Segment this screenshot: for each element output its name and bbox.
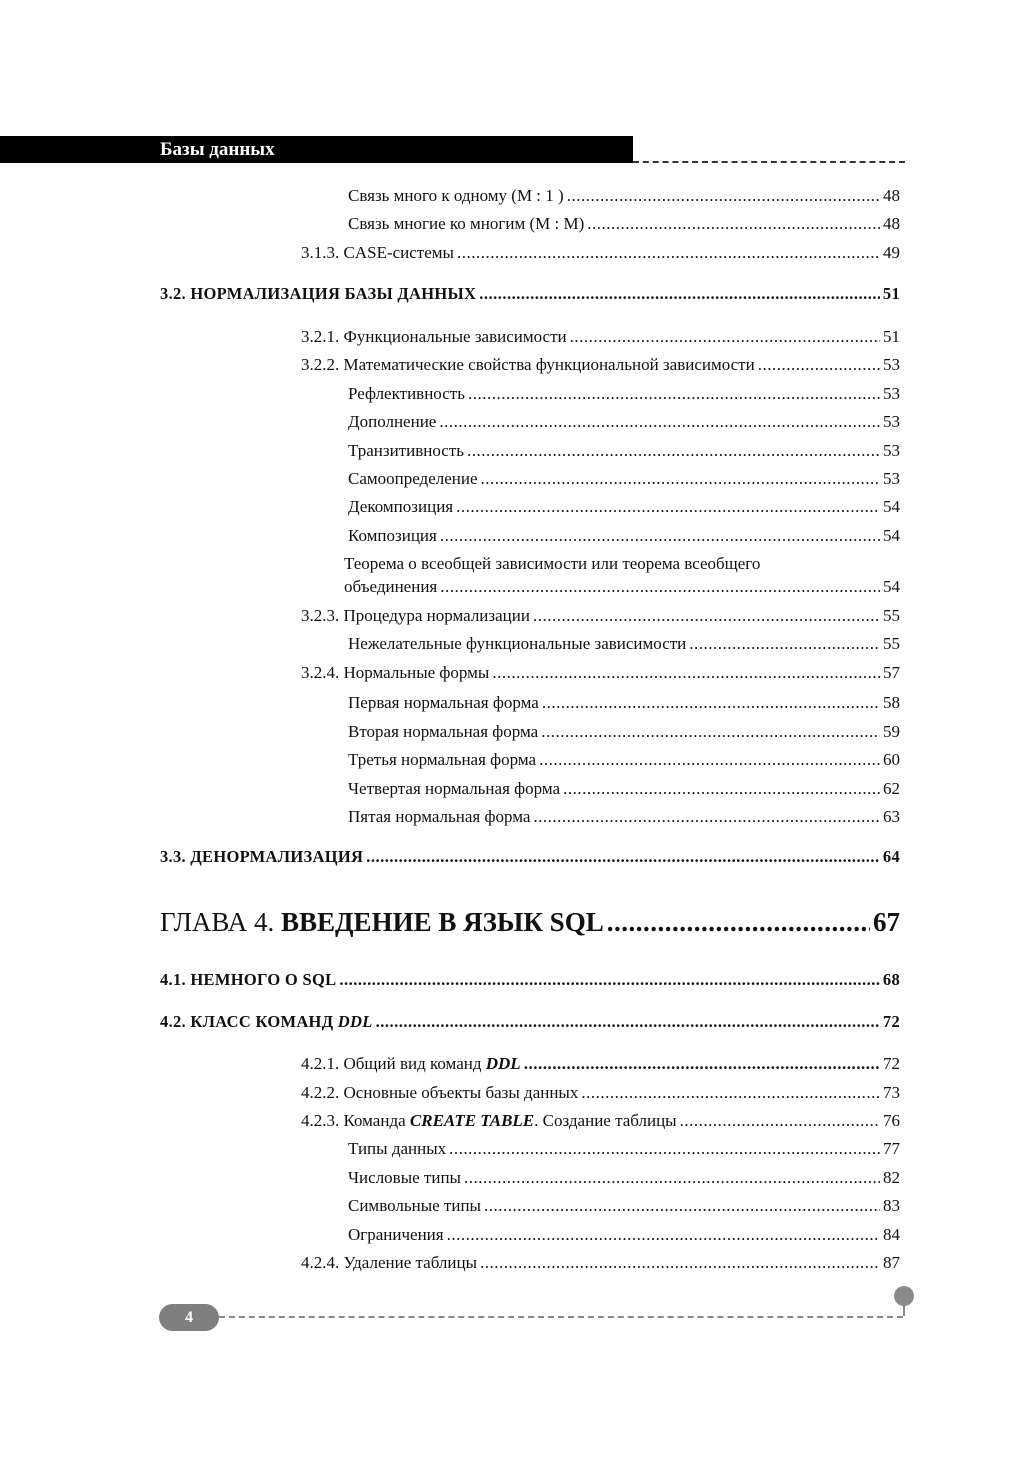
toc-entry[interactable]: Символьные типы ..... 83 [348,1195,900,1217]
footer-dot-icon [894,1286,914,1306]
toc-entry[interactable]: Нежелательные функциональные зависимости ..... 55 [348,633,900,655]
toc-entry[interactable]: Типы данных ..... 77 [348,1138,900,1160]
toc-entry[interactable]: Вторая нормальная форма ..... 59 [348,721,900,743]
toc-entry[interactable]: 4.2.4. Удаление таблицы ..... 87 [301,1252,900,1274]
toc-entry[interactable]: объединения ..... 54 [344,576,900,598]
toc-entry[interactable]: Числовые типы ..... 82 [348,1167,900,1189]
toc-entry[interactable]: Декомпозиция ..... 54 [348,496,900,518]
toc-section[interactable]: 3.2. НОРМАЛИЗАЦИЯ БАЗЫ ДАННЫХ ..... 51 [160,283,900,305]
footer-dashed-rule [219,1316,903,1318]
chapter-title: ВВЕДЕНИЕ В ЯЗЫК SQL [280,907,604,937]
toc-entry[interactable]: Дополнение ..... 53 [348,411,900,433]
running-header-bar [0,136,633,163]
toc-section[interactable]: 4.1. НЕМНОГО О SQL ..... 68 [160,969,900,991]
running-header-title: Базы данных [160,139,275,160]
toc-entry[interactable]: 3.2.4. Нормальные формы ..... 57 [301,662,900,684]
toc-entry[interactable]: 3.1.3. CASE-системы ..... 49 [301,242,900,264]
toc-entry[interactable]: 4.2.3. Команда CREATE TABLE. Создание таблицы ..... 76 [301,1110,900,1132]
toc-entry[interactable]: 3.2.1. Функциональные зависимости ..... 51 [301,326,900,348]
chapter-prefix: ГЛАВА 4. [160,907,275,937]
toc-section[interactable]: 4.2. КЛАСС КОМАНД DDL ..... 72 [160,1011,900,1033]
toc-entry[interactable]: Пятая нормальная форма ..... 63 [348,806,900,828]
toc-section[interactable]: 3.3. ДЕНОРМАЛИЗАЦИЯ ..... 64 [160,846,900,868]
toc-entry[interactable]: 4.2.2. Основные объекты базы данных ..... 73 [301,1082,900,1104]
toc-entry[interactable]: 3.2.3. Процедура нормализации ..... 55 [301,605,900,627]
page-number-badge: 4 [159,1304,219,1331]
toc-entry[interactable]: Рефлективность ..... 53 [348,383,900,405]
toc-entry[interactable]: 3.2.2. Математические свойства функциональной зависимости ..... 53 [301,354,900,376]
header-dashed-rule [633,161,905,163]
toc-entry[interactable]: Первая нормальная форма ..... 58 [348,692,900,714]
toc-entry[interactable]: Транзитивность ..... 53 [348,440,900,462]
toc-entry[interactable]: Композиция ..... 54 [348,525,900,547]
toc-entry[interactable]: Четвертая нормальная форма ..... 62 [348,778,900,800]
toc-entry[interactable]: Третья нормальная форма ..... 60 [348,749,900,771]
toc-entry[interactable]: Самоопределение ..... 53 [348,468,900,490]
toc-entry-line1[interactable]: Теорема о всеобщей зависимости или теорема всеобщего [344,554,761,573]
toc-entry[interactable]: Связь многие ко многим (М : М) ..... 48 [348,213,900,235]
toc-entry[interactable]: 4.2.1. Общий вид команд DDL ..... 72 [301,1053,900,1075]
toc-entry[interactable]: Ограничения ..... 84 [348,1224,900,1246]
toc-entry[interactable]: Связь много к одному (М : 1 ) ..... 48 [348,185,900,207]
toc-chapter[interactable]: ГЛАВА 4. ВВЕДЕНИЕ В ЯЗЫК SQL ..... 67 [160,906,900,938]
